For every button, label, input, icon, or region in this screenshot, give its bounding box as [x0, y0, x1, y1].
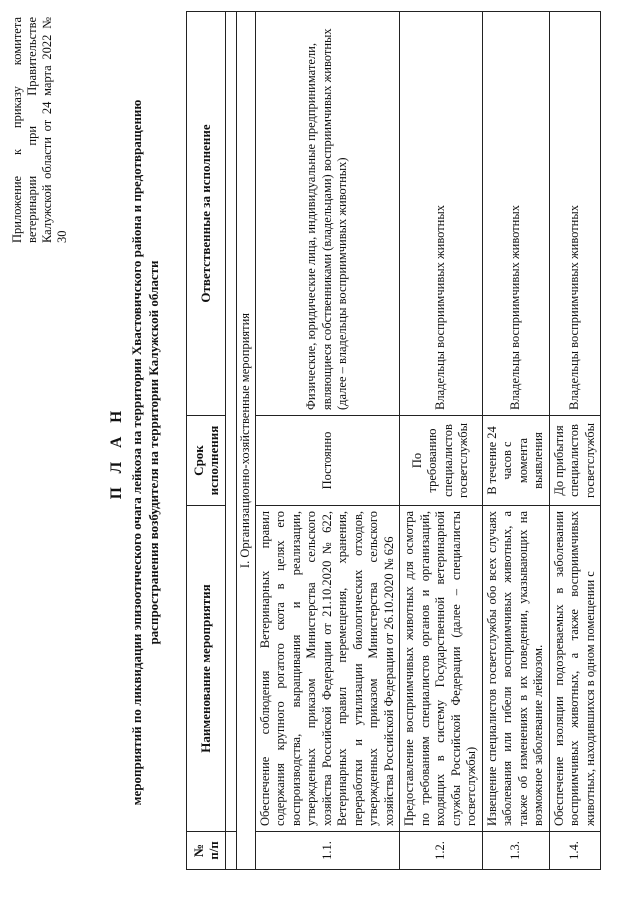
approval-line: ветеринарии при Правительстве	[25, 17, 39, 243]
plan-table	[186, 11, 601, 870]
col-header-term: Срок исполнения	[187, 416, 226, 506]
document-subtitle	[128, 60, 162, 845]
row-num: 1.4.	[549, 832, 601, 870]
row-num: 1.3.	[482, 832, 549, 870]
row-num: 1.1.	[255, 832, 400, 870]
col-header-name: Наименование мероприятия	[187, 506, 226, 832]
row-name: Предоставление восприимчивых животных для осмотра по требованиям специалистов органов и организаций, входящих в систему Государственной ветеринарной службы Российской Федерации (далее – специалисты госветслужбы)	[400, 506, 483, 832]
row-resp: Владельцы восприимчивых животных	[482, 12, 549, 416]
row-name: Обеспечение изоляции подозреваемых в заболевании восприимчивых животных, а также восприимчивых животных, находившихся в одном помещении с	[549, 506, 601, 832]
table-row	[482, 12, 549, 870]
row-term: По требованию специалистов госветслужбы	[400, 416, 483, 506]
row-term: Постоянно	[255, 416, 400, 506]
approval-block	[10, 17, 70, 243]
col-header-num: № п/п	[187, 832, 226, 870]
row-num: 1.2.	[400, 832, 483, 870]
subtitle-line: мероприятий по ликвидации эпизоотического очага лейкоза на территории Хвастовичского района и предотвращению	[129, 99, 144, 806]
row-name: Извещение специалистов госветслужбы обо всех случаях заболевания или гибели восприимчивых животных, а также об изменениях в их поведении, указывающих на возможное заболевание лейкозом.	[482, 506, 549, 832]
row-name: Обеспечение соблюдения Ветеринарных правил содержания крупного рогатого скота в целях его воспроизводства, выращивания и реализации, утвержденных приказом Министерства сельского хозяйства Российской Федерации от 21.10.2020 № 622, Ветеринарных правил перемещения, хранения, переработки и утилизации биологических отходов, утвержденных приказом Министерства сельского хозяйства Российской Федерации от 26.10.2020 № 626	[255, 506, 400, 832]
table-row	[400, 12, 483, 870]
table-spacer-row	[226, 12, 237, 870]
subtitle-line: распространения возбудителя на территории Калужской области	[146, 260, 161, 645]
table-row	[549, 12, 601, 870]
table-row	[255, 12, 400, 870]
row-resp: Владельцы восприимчивых животных	[400, 12, 483, 416]
section-title: I. Организационно-хозяйственные мероприятия	[237, 12, 256, 870]
row-term: До прибытия специалистов госветслужбы	[549, 416, 601, 506]
row-resp: Физические, юридические лица, индивидуальные предприниматели, являющиеся собственниками (владельцами) восприимчивых животных (далее – владельцы восприимчивых животных)	[255, 12, 400, 416]
table-section-row	[237, 12, 256, 870]
document-title: П Л А Н	[108, 405, 125, 500]
approval-line: Приложение к приказу комитета	[10, 17, 24, 243]
col-header-resp: Ответственные за исполнение	[187, 12, 226, 416]
row-resp: Владельцы восприимчивых животных	[549, 12, 601, 416]
row-term: В течение 24 часов с момента выявления	[482, 416, 549, 506]
approval-line: Калужской области от 24 марта 2022 № 30	[40, 17, 69, 243]
table-header-row	[187, 12, 226, 870]
